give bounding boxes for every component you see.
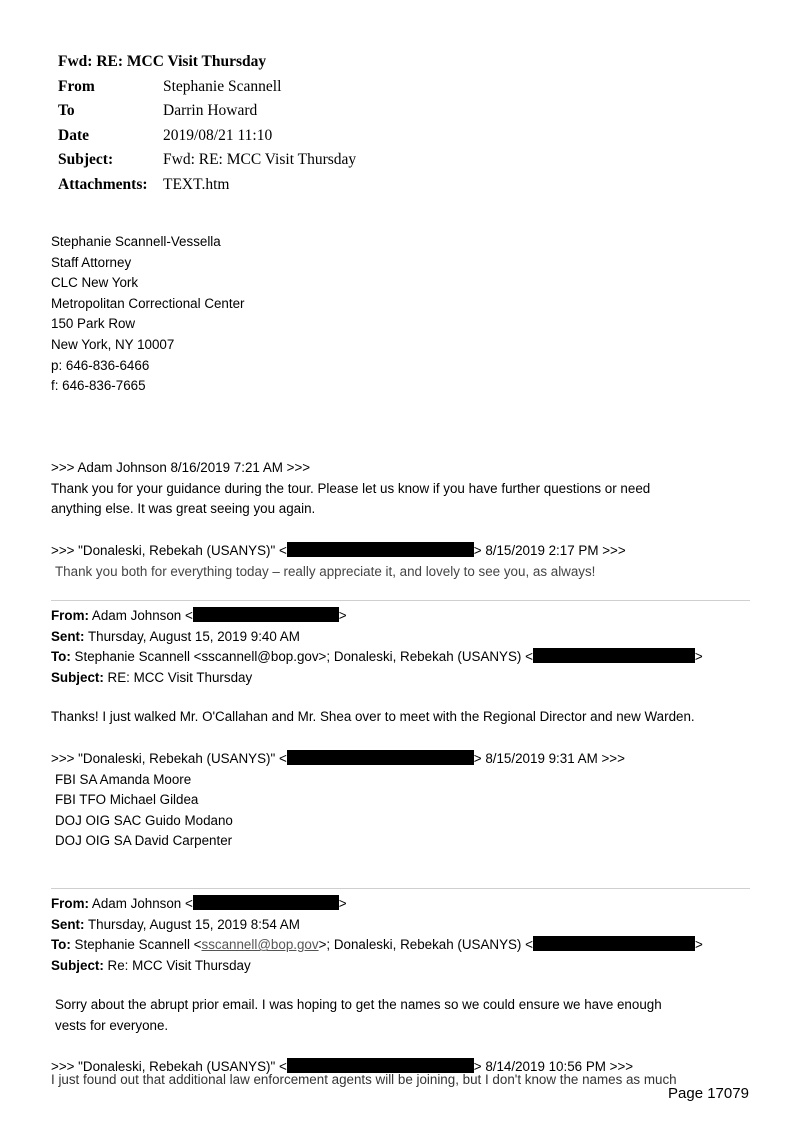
- truncated-text: I just found out that additional law enforcement agents will be joining, but I don't know the names as much: [51, 1072, 677, 1087]
- header-label: From: [58, 77, 95, 95]
- divider: [51, 888, 750, 889]
- to-value: Stephanie Scannell <: [70, 937, 202, 953]
- quote-suffix: > 8/15/2019 9:31 AM >>>: [473, 751, 625, 766]
- header-row-date: [58, 124, 356, 149]
- reply-donaleski-1: [51, 541, 626, 582]
- subject-label: Subject:: [51, 669, 104, 685]
- signature-line: p: 646-836-6466: [51, 357, 150, 373]
- body-line: Thank you for your guidance during the tour. Please let us know if you have further questions or need: [51, 480, 651, 496]
- subject-line: [51, 668, 703, 689]
- redaction-box: [193, 895, 339, 910]
- signature-line: CLC New York: [51, 275, 139, 291]
- header-label: Subject:: [58, 151, 114, 169]
- header-row-attachments: [58, 173, 356, 198]
- attachment-link[interactable]: TEXT.htm: [163, 175, 230, 193]
- quote-prefix: >>> "Donaleski, Rebekah (USANYS)" <: [51, 1059, 287, 1074]
- names-list: [51, 770, 625, 852]
- from-value: Adam Johnson <: [88, 896, 193, 911]
- header-value: Darrin Howard: [163, 102, 258, 120]
- email-body: [51, 995, 662, 1036]
- signature-block: [51, 232, 245, 397]
- body-line: anything else. It was great seeing you again.: [51, 501, 316, 517]
- email-link[interactable]: sscannell@bop.gov: [201, 937, 319, 953]
- subject-value: RE: MCC Visit Thursday: [103, 669, 253, 685]
- subject-value: Re: MCC Visit Thursday: [103, 957, 251, 973]
- signature-line: 150 Park Row: [51, 316, 136, 332]
- email-title: Fwd: RE: MCC Visit Thursday: [58, 53, 267, 70]
- body-line: vests for everyone.: [55, 1017, 169, 1033]
- redaction-box: [287, 542, 474, 557]
- from-label: From:: [51, 896, 89, 911]
- divider: [51, 600, 750, 601]
- signature-line: Staff Attorney: [51, 254, 132, 270]
- redaction-box: [533, 936, 695, 951]
- body-line: Thanks! I just walked Mr. O'Callahan and Mr. Shea over to meet with the Regional Director and new Warden.: [51, 709, 695, 724]
- from-label: From:: [51, 608, 89, 623]
- list-item: FBI TFO Michael Gildea: [55, 792, 199, 808]
- sent-line: [51, 915, 703, 936]
- sent-label: Sent:: [51, 916, 85, 932]
- from-line: [51, 606, 703, 627]
- reply-adam-johnson: [51, 458, 650, 520]
- list-item: FBI SA Amanda Moore: [55, 771, 192, 787]
- from-close: >: [338, 608, 347, 623]
- signature-line: Stephanie Scannell-Vessella: [51, 234, 221, 249]
- body-line: Sorry about the abrupt prior email. I was hoping to get the names so we could ensure we have enough: [55, 997, 662, 1012]
- signature-line: Metropolitan Correctional Center: [51, 295, 245, 311]
- from-close: >: [338, 896, 347, 911]
- to-value: Stephanie Scannell <sscannell@bop.gov>; Donaleski, Rebekah (USANYS) <: [70, 649, 533, 665]
- quote-prefix: >>> "Donaleski, Rebekah (USANYS)" <: [51, 751, 287, 766]
- to-line: [51, 647, 703, 668]
- reply-donaleski-2: [51, 749, 625, 852]
- email-header-block: [51, 894, 703, 976]
- quote-suffix: > 8/15/2019 2:17 PM >>>: [473, 543, 626, 558]
- signature-line: f: 646-836-7665: [51, 378, 146, 394]
- sent-label: Sent:: [51, 628, 85, 644]
- truncated-line: [51, 1072, 677, 1087]
- from-value: Adam Johnson <: [88, 608, 193, 623]
- page-number: Page 17079: [668, 1085, 749, 1102]
- redaction-box: [287, 750, 474, 765]
- redaction-box: [287, 1058, 474, 1073]
- header-row-from: [58, 75, 356, 100]
- email-body: [51, 707, 695, 728]
- from-line: [51, 894, 703, 915]
- to-label: To:: [51, 937, 71, 953]
- header-value: 2019/08/21 11:10: [163, 126, 273, 144]
- header-label: To: [58, 102, 75, 120]
- list-item: DOJ OIG SA David Carpenter: [55, 833, 233, 849]
- quote-prefix: >>> "Donaleski, Rebekah (USANYS)" <: [51, 543, 287, 558]
- quote-header: [51, 541, 626, 562]
- redaction-box: [533, 648, 695, 663]
- to-close: >: [694, 649, 703, 665]
- to-line: [51, 935, 703, 956]
- sent-value: Thursday, August 15, 2019 8:54 AM: [84, 916, 300, 932]
- list-item: DOJ OIG SAC Guido Modano: [55, 812, 233, 828]
- to-value-rest: >; Donaleski, Rebekah (USANYS) <: [318, 937, 533, 953]
- redaction-box: [193, 607, 339, 622]
- header-label: Attachments:: [58, 175, 148, 193]
- quote-header: [51, 749, 625, 770]
- sent-value: Thursday, August 15, 2019 9:40 AM: [84, 628, 300, 644]
- header-label: Date: [58, 126, 89, 144]
- quote-suffix: > 8/14/2019 10:56 PM >>>: [473, 1059, 634, 1074]
- header-row-to: [58, 99, 356, 124]
- email-header-block: [51, 606, 703, 688]
- subject-label: Subject:: [51, 957, 104, 973]
- quote-header: >>> Adam Johnson 8/16/2019 7:21 AM >>>: [51, 460, 311, 475]
- to-close: >: [694, 937, 703, 953]
- signature-line: New York, NY 10007: [51, 336, 175, 352]
- header-value: Stephanie Scannell: [163, 77, 282, 95]
- email-header: [58, 50, 356, 198]
- subject-line: [51, 956, 703, 977]
- header-value: Fwd: RE: MCC Visit Thursday: [163, 151, 357, 169]
- to-label: To:: [51, 649, 71, 665]
- sent-line: [51, 627, 703, 648]
- header-row-subject: [58, 148, 356, 173]
- body-line: Thank you both for everything today – really appreciate it, and lovely to see you, as always!: [55, 563, 596, 579]
